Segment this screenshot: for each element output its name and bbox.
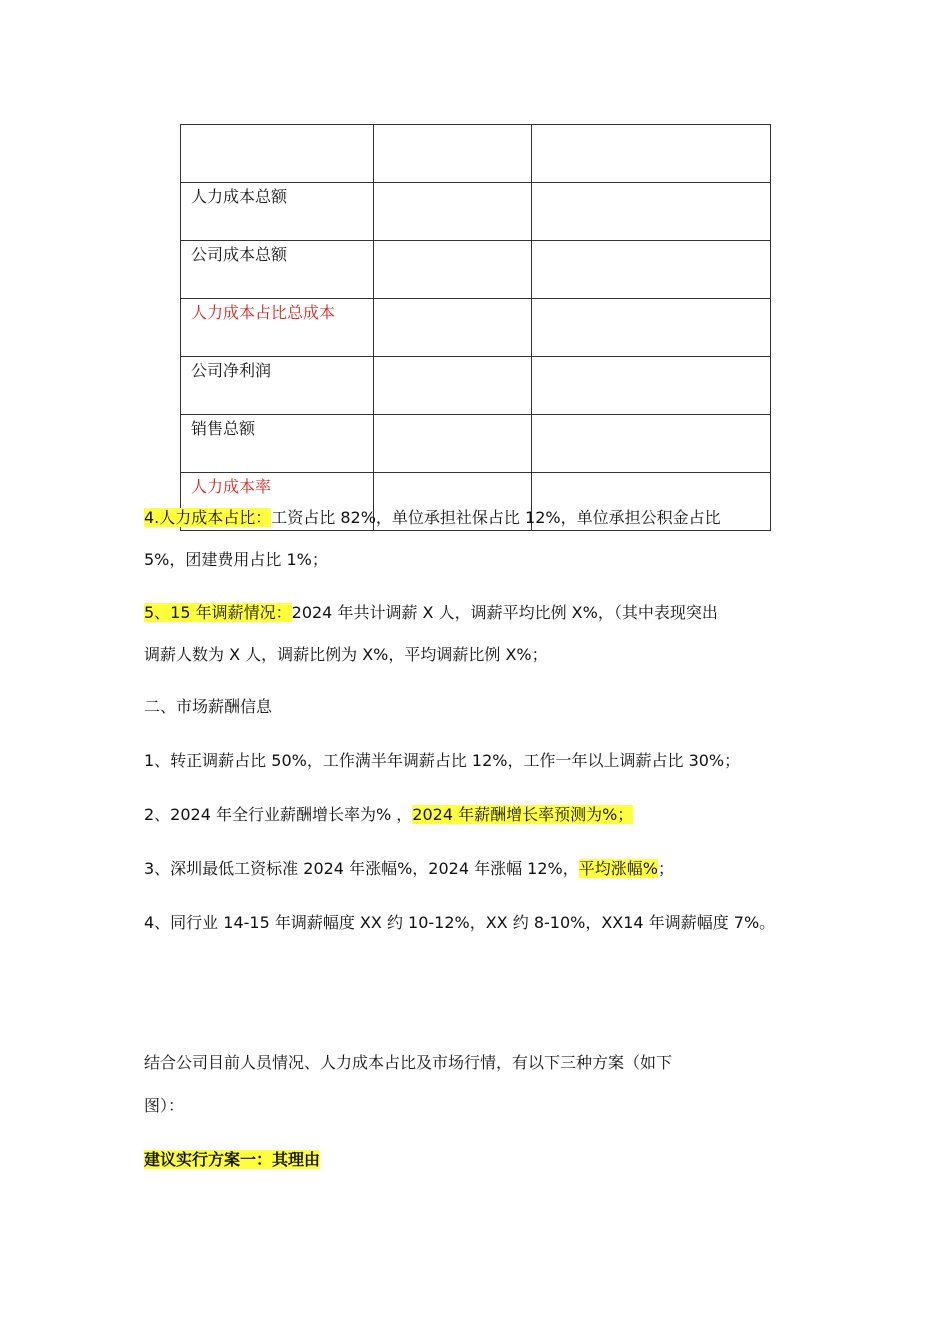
row-label-cell: 人力成本占比总成本 — [181, 299, 374, 357]
value-cell — [374, 125, 532, 183]
value-cell — [532, 357, 771, 415]
market-item-3-suffix: ； — [657, 859, 674, 878]
item5-text1: 2024 年共计调薪 X 人，调薪平均比例 X%，（其中表现突出 — [291, 603, 718, 622]
value-cell — [374, 241, 532, 299]
value-cell — [532, 241, 771, 299]
item4-text1: 工资占比 82%，单位承担社保占比 12%，单位承担公积金占比 — [271, 508, 721, 527]
recommendation — [144, 1140, 814, 1180]
item4-line2: 5%，团建费用占比 1%； — [144, 550, 328, 569]
market-item-1: 1、转正调薪占比 50%，工作满半年调薪占比 12%，工作一年以上调薪占比 30%； — [144, 751, 741, 770]
value-cell — [532, 125, 771, 183]
market-item-3-highlight: 平均涨幅% — [578, 859, 658, 878]
recommendation-text: 建议实行方案一：其理由 — [144, 1150, 321, 1169]
table-row — [181, 125, 771, 183]
item5-line1 — [144, 593, 814, 633]
value-cell — [374, 299, 532, 357]
conclusion-line1: 结合公司目前人员情况、人力成本占比及市场行情，有以下三种方案（如下 — [144, 1053, 673, 1072]
table-row — [181, 299, 771, 357]
value-cell — [532, 183, 771, 241]
market-item-3-text: 3、深圳最低工资标准 2024 年涨幅%，2024 年涨幅 12%， — [144, 859, 579, 878]
value-cell — [532, 299, 771, 357]
row-label-cell: 销售总额 — [181, 415, 374, 473]
value-cell — [532, 415, 771, 473]
row-label-cell: 人力成本率 — [181, 473, 374, 531]
section2-title: 二、市场薪酬信息 — [144, 697, 273, 716]
item5-heading: 5、15 年调薪情况： — [144, 603, 292, 622]
market-item-3 — [144, 849, 814, 889]
table-row — [181, 241, 771, 299]
market-item-2 — [144, 795, 814, 835]
item5-line2: 调薪人数为 X 人，调薪比例为 X%，平均调薪比例 X%； — [144, 645, 548, 664]
value-cell — [374, 357, 532, 415]
row-label-cell: 公司净利润 — [181, 357, 374, 415]
cost-table — [180, 124, 771, 531]
item4-heading: 4.人力成本占比： — [144, 508, 272, 527]
table-row — [181, 357, 771, 415]
market-item-4: 4、同行业 14-15 年调薪幅度 XX 约 10-12%，XX 约 8-10%，XX14 年调薪幅度 7%。 — [144, 913, 776, 932]
value-cell — [374, 183, 532, 241]
conclusion-line2: 图）： — [144, 1096, 185, 1115]
row-label-cell — [181, 125, 374, 183]
market-item-2-highlight: 2024 年薪酬增长率预测为%； — [412, 805, 634, 824]
row-label-cell: 公司成本总额 — [181, 241, 374, 299]
value-cell — [374, 415, 532, 473]
table-row — [181, 183, 771, 241]
row-label-cell: 人力成本总额 — [181, 183, 374, 241]
item4-line1 — [144, 498, 814, 538]
table-row — [181, 415, 771, 473]
market-item-2-text: 2、2024 年全行业薪酬增长率为% ， — [144, 805, 413, 824]
